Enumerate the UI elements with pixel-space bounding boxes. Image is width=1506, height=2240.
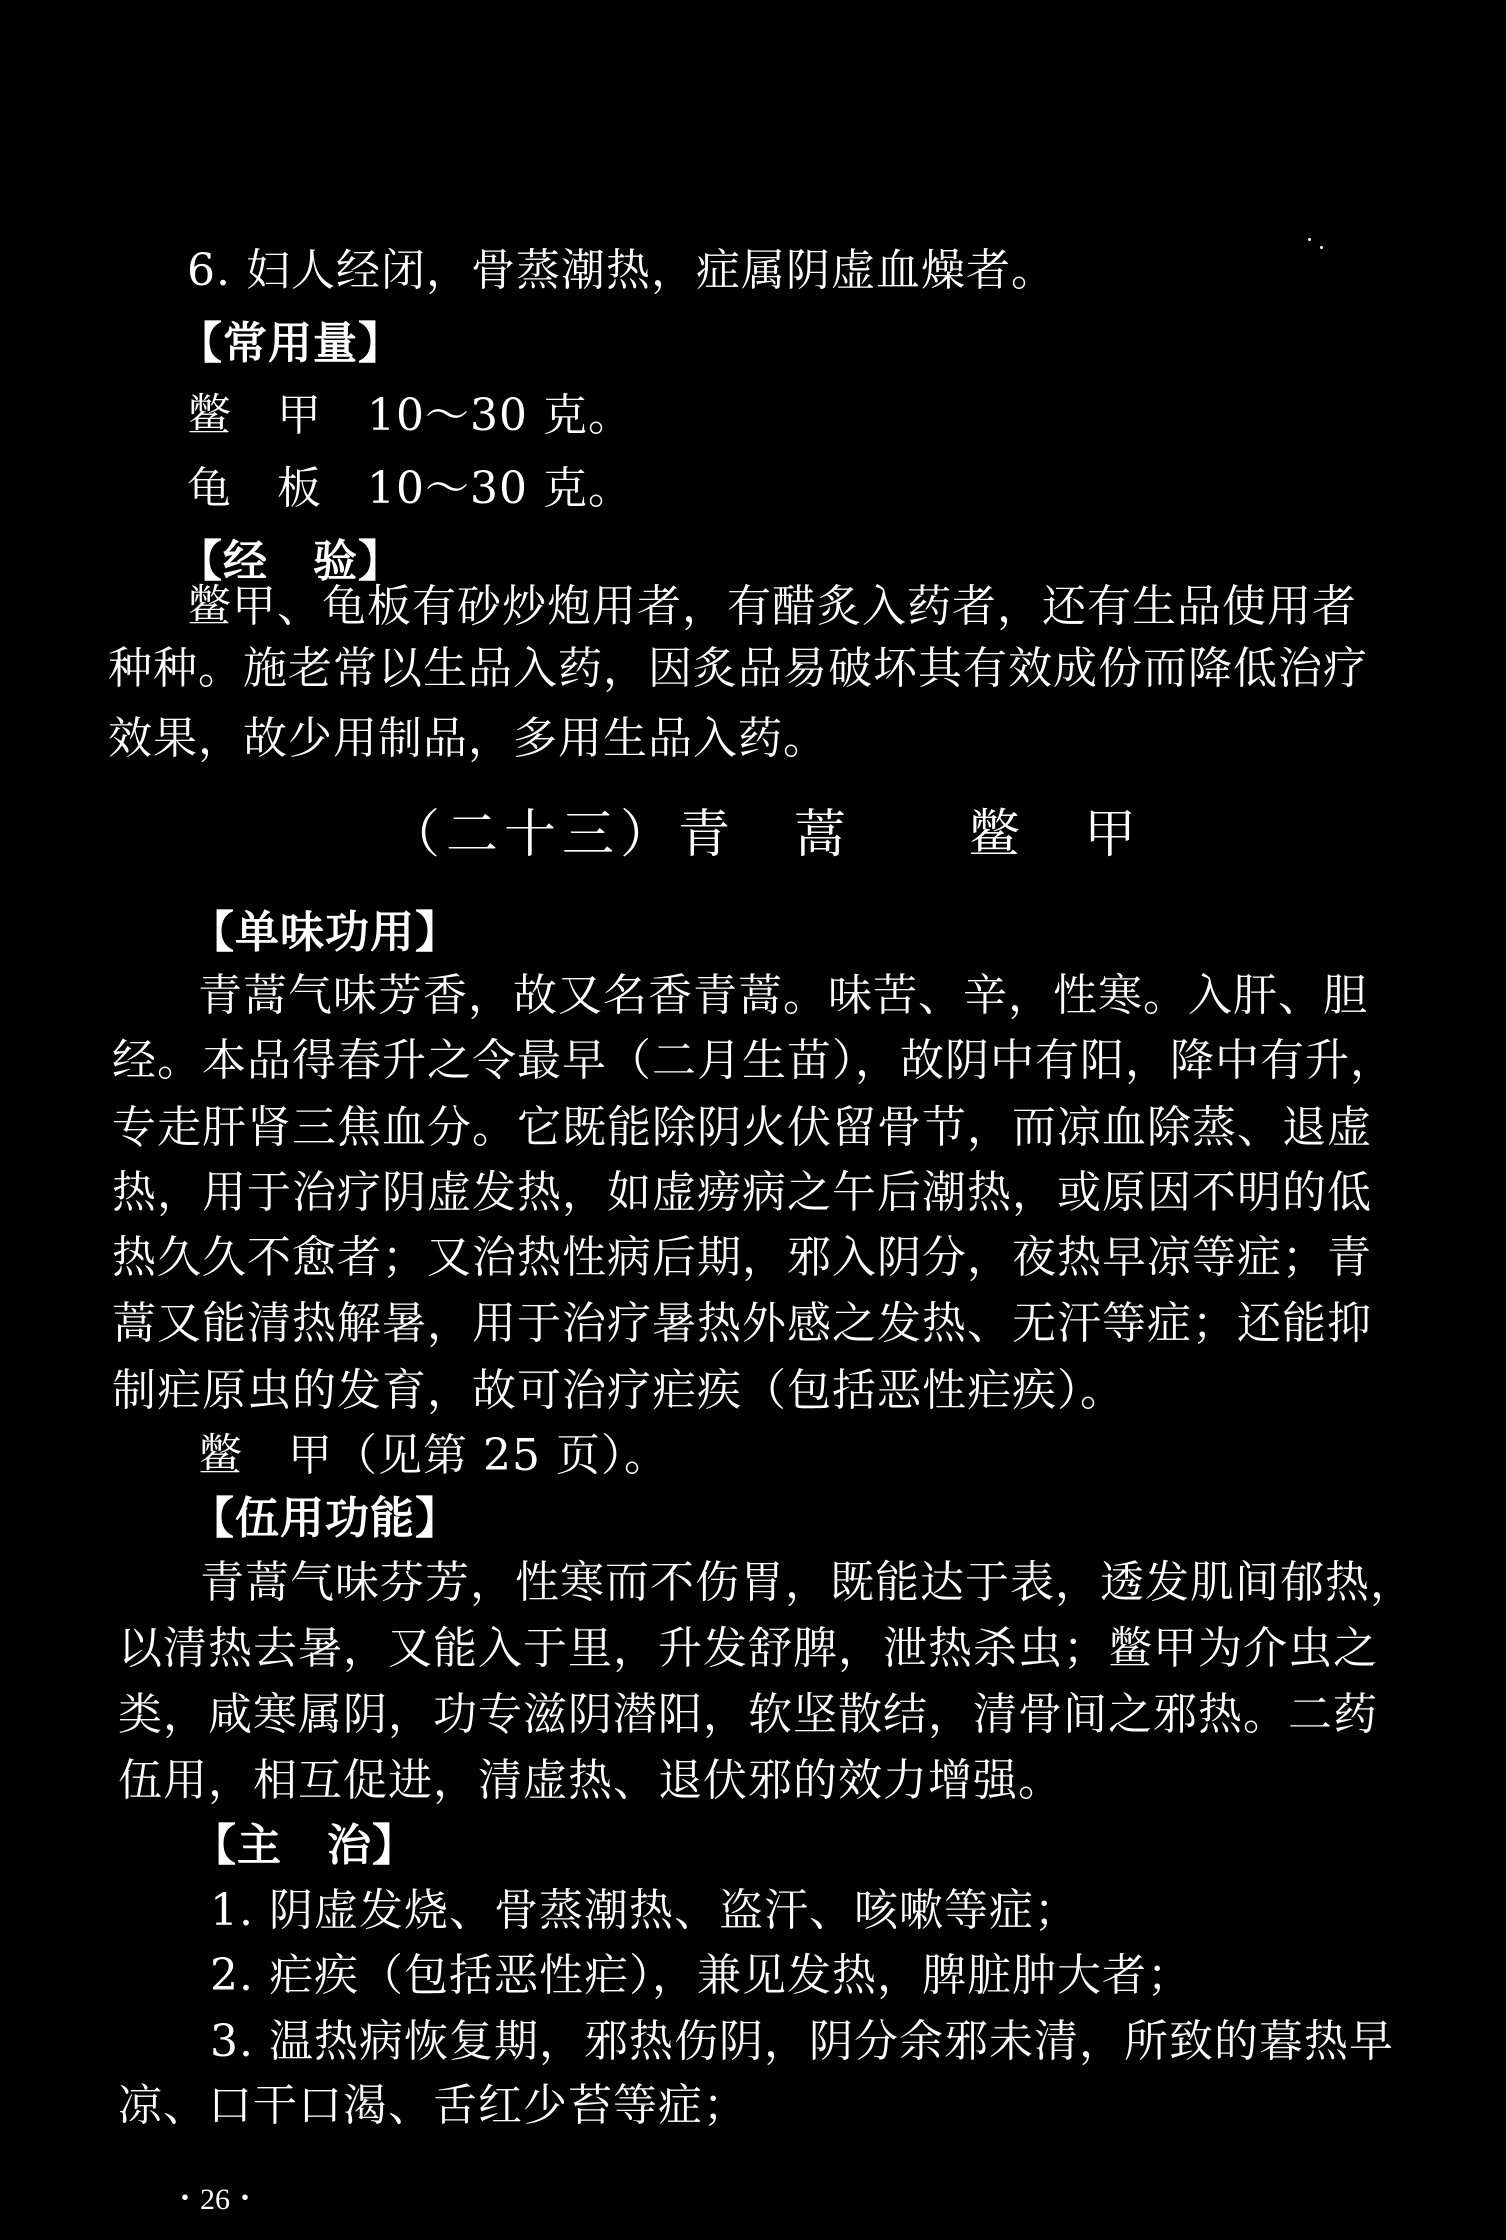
section-title: （二十三）青 蒿 鳖 甲: [388, 805, 1143, 865]
biejia-reference: 鳖 甲（见第 25 页）。: [198, 1430, 669, 1481]
single-function-heading: 【单味功用】: [190, 907, 460, 958]
single-function-line: 经。本品得春升之令最早（二月生苗），故阴中有阳，降中有升，: [112, 1035, 1395, 1086]
page-number: ・26・: [170, 2183, 260, 2216]
dosage-line-2: 龟 板 10～30 克。: [187, 463, 633, 514]
experience-line: 种种。施老常以生品入药，因炙品易破坏其有效成份而降低治疗: [108, 643, 1368, 694]
single-function-line: 蒿又能清热解暑，用于治疗暑热外感之发热、无汗等症；还能抑: [112, 1298, 1372, 1349]
combo-function-heading: 【伍用功能】: [190, 1493, 460, 1544]
experience-heading: 【经 验】: [178, 536, 403, 587]
indications-heading: 【主 治】: [192, 1820, 417, 1871]
scan-speck: [1308, 238, 1311, 241]
experience-line: 效果，故少用制品，多用生品入药。: [108, 713, 828, 764]
experience-line: 鳖甲、龟板有砂炒炮用者，有醋炙入药者，还有生品使用者: [187, 581, 1357, 632]
combo-function-line: 伍用，相互促进，清虚热、退伏邪的效力增强。: [118, 1755, 1063, 1806]
single-function-line: 热，用于治疗阴虚发热，如虚痨病之午后潮热，或原因不明的低: [112, 1167, 1372, 1218]
dosage-line-1: 鳖 甲 10～30 克。: [187, 390, 633, 441]
single-function-line: 青蒿气味芳香，故又名香青蒿。味苦、辛，性寒。入肝、胆: [198, 970, 1368, 1021]
dosage-heading: 【常用量】: [178, 318, 403, 369]
single-function-line: 热久久不愈者；又治热性病后期，邪入阴分，夜热早凉等症；青: [112, 1232, 1372, 1283]
indication-item: 2. 疟疾（包括恶性疟），兼见发热，脾脏肿大者；: [210, 1950, 1192, 2001]
combo-function-line: 青蒿气味芬芳，性寒而不伤胃，既能达于表，透发肌间郁热，: [200, 1557, 1415, 1608]
single-function-line: 制疟原虫的发育，故可治疗疟疾（包括恶性疟疾）。: [112, 1365, 1125, 1416]
indication-6: 6. 妇人经闭，骨蒸潮热，症属阴虚血燥者。: [187, 245, 1056, 296]
single-function-line: 专走肝肾三焦血分。它既能除阴火伏留骨节，而凉血除蒸、退虚: [112, 1102, 1372, 1153]
indication-item: 3. 温热病恢复期，邪热伤阴，阴分余邪未清，所致的暮热早: [210, 2016, 1394, 2067]
scan-speck: [1320, 246, 1323, 249]
indication-item-continuation: 凉、口干口渴、舌红少苔等症；: [118, 2080, 748, 2131]
combo-function-line: 以清热去暑，又能入于里，升发舒脾，泄热杀虫；鳖甲为介虫之: [118, 1623, 1378, 1674]
combo-function-line: 类，咸寒属阴，功专滋阴潜阳，软坚散结，清骨间之邪热。二药: [118, 1689, 1378, 1740]
indication-item: 1. 阴虚发烧、骨蒸潮热、盗汗、咳嗽等症；: [210, 1885, 1079, 1936]
